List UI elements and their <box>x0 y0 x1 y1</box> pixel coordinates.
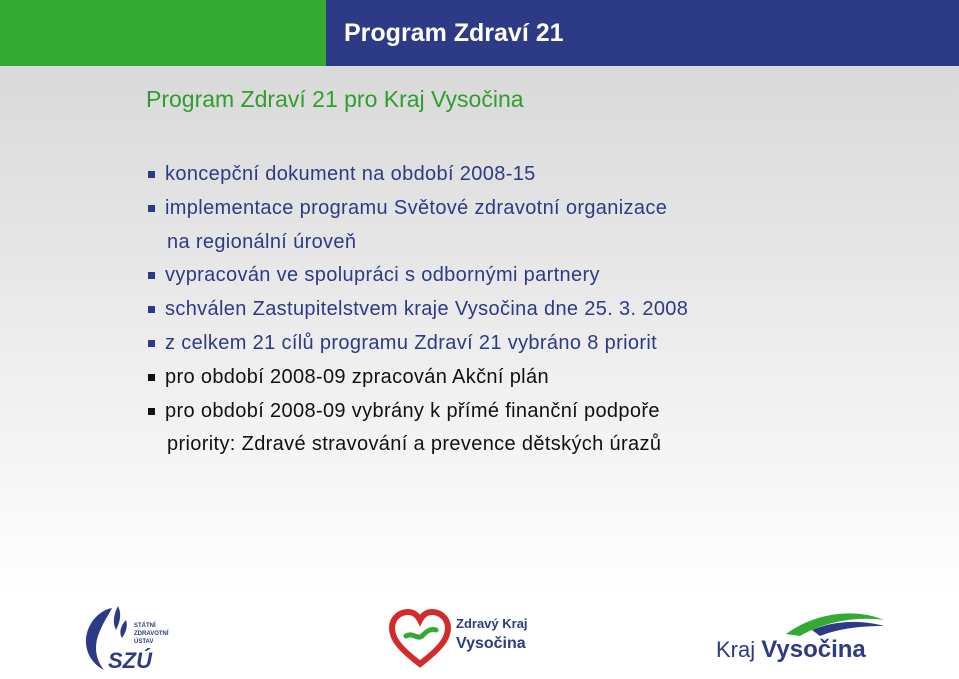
bullet-text: pro období 2008-09 vybrány k přímé finanční podpoře <box>165 399 660 422</box>
bullet-item <box>146 259 688 293</box>
bullet-text: implementace programu Světové zdravotní organizace <box>165 196 668 219</box>
vysocina-word: Vysočina <box>761 636 866 663</box>
zdravy-kraj-logo <box>388 606 548 670</box>
bullet-text: schválen Zastupitelstvem kraje Vysočina dne 25. 3. 2008 <box>165 298 689 321</box>
bullet-square-icon <box>148 171 155 178</box>
bullet-item <box>146 192 688 226</box>
kraj-vysocina-swoosh-icon <box>716 608 886 638</box>
bullet-text: pro období 2008-09 zpracován Akční plán <box>165 365 549 388</box>
zdravy-kraj-text: Zdravý Kraj <box>456 616 528 631</box>
header-green-block <box>0 0 326 66</box>
bullet-text: vypracován ve spolupráci s odbornými partnery <box>165 264 600 287</box>
szu-logo-text: STÁTNÍ ZDRAVOTNÍ ÚSTAV <box>134 623 169 645</box>
heart-icon <box>388 606 452 670</box>
bullet-square-icon <box>148 374 155 381</box>
bullet-continuation <box>146 226 688 260</box>
bullet-square-icon <box>148 205 155 212</box>
kraj-vysocina-text <box>716 636 866 664</box>
bullet-item <box>146 361 688 395</box>
bullet-list <box>146 158 688 462</box>
szu-logo <box>78 602 178 674</box>
header-blue-block <box>326 0 959 66</box>
bullet-item <box>146 293 688 327</box>
vysocina-text: Vysočina <box>456 635 526 652</box>
bullet-square-icon <box>148 408 155 415</box>
bullet-item <box>146 158 688 192</box>
header-title: Program Zdraví 21 <box>344 18 564 47</box>
bullet-text: na regionální úroveň <box>167 230 357 253</box>
kraj-vysocina-logo <box>716 608 886 670</box>
slide-footer <box>0 598 959 678</box>
slide-subtitle: Program Zdraví 21 pro Kraj Vysočina <box>146 86 524 112</box>
bullet-item <box>146 395 688 429</box>
szu-mark-text: SZÚ <box>108 648 152 673</box>
bullet-text: z celkem 21 cílů programu Zdraví 21 vybráno 8 priorit <box>165 331 658 354</box>
bullet-square-icon <box>148 340 155 347</box>
bullet-square-icon <box>148 272 155 279</box>
slide-header <box>0 0 959 66</box>
bullet-text: koncepční dokument na období 2008-15 <box>165 163 536 185</box>
bullet-square-icon <box>148 306 155 313</box>
kraj-word: Kraj <box>716 637 762 662</box>
bullet-item <box>146 327 688 361</box>
bullet-continuation <box>146 428 688 462</box>
bullet-text: priority: Zdravé stravování a prevence dětských úrazů <box>167 433 662 456</box>
